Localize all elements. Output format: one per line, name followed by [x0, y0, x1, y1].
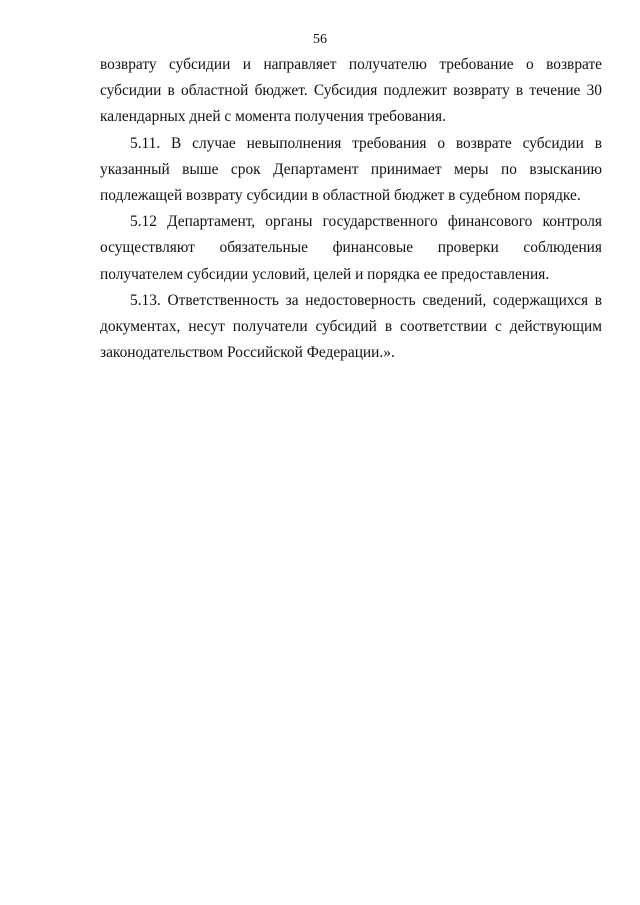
paragraph-5-11: 5.11. В случае невыполнения требования о возврате субсидии в указанный выше срок Департамент принимает меры по взысканию подлежащей возврату субсидии в областной бюджет в судебном порядке. — [100, 134, 602, 205]
paragraph-5-12: 5.12 Департамент, органы государственного финансового контроля осуществляют обязательные финансовые проверки соблюдения получателем субсидии условий, целей и порядка ее предоставления. — [100, 213, 602, 283]
page-number: 56 — [313, 32, 327, 47]
paragraph-continuation: возврату субсидии и направляет получателю требование о возврате субсидии в областной бюджет. Субсидия подлежит возврату в течение 30 календарных дней с момента получения требования. — [100, 56, 602, 126]
paragraph-5-13: 5.13. Ответственность за недостоверность сведений, содержащихся в документах, несут получатели субсидий в соответствии с действующим законодательством Российской Федерации.». — [100, 291, 602, 362]
document-body — [100, 52, 602, 366]
